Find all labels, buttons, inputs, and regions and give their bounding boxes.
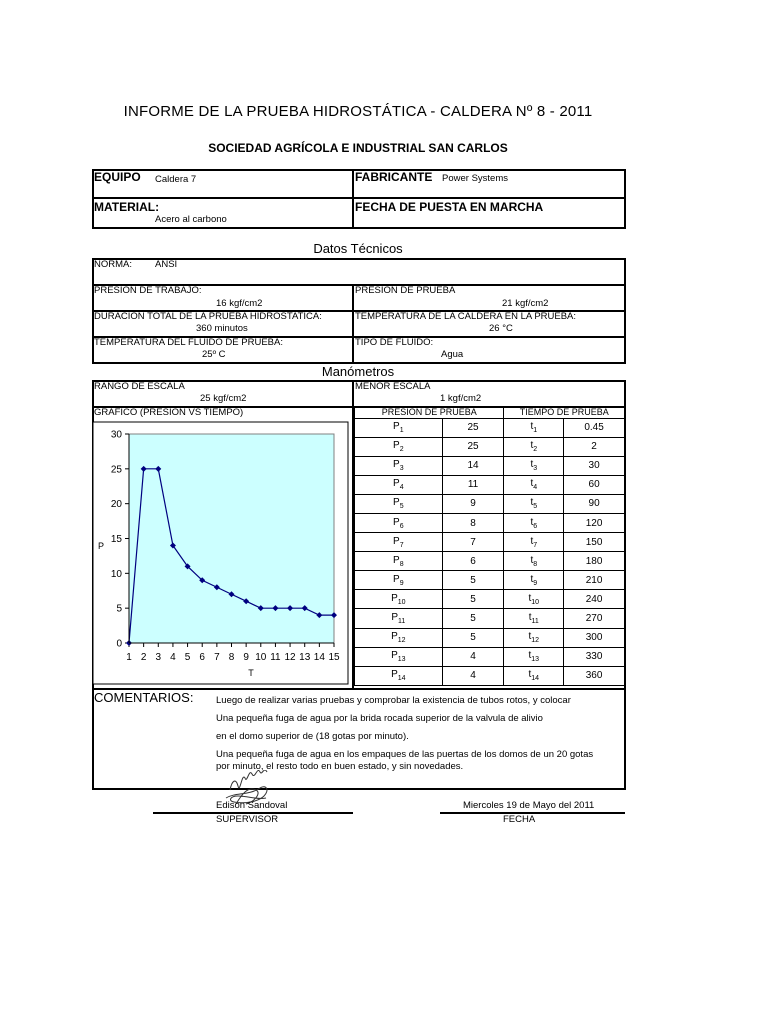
table-row [355,590,625,609]
t-index: 3 [533,465,538,473]
tipo-fluido-label: TIPO DE FLUIDO: [355,337,434,348]
p-symbol: P [393,573,400,585]
x-tick-label: 3 [155,652,162,663]
temp-caldera-value: 26 °C [489,323,513,334]
p-index: 13 [397,656,406,664]
pressure-value-cell [442,533,504,552]
time-symbol-cell [504,513,564,532]
y-tick-label: 15 [110,534,122,545]
pv-value: 4 [470,651,476,663]
t-index: 12 [531,637,540,645]
comentarios-label: COMENTARIOS: [94,690,194,705]
pressure-value-cell [442,513,504,532]
time-value-cell [564,609,625,628]
company-name: SOCIEDAD AGRÍCOLA E INDUSTRIAL SAN CARLOS [208,141,508,155]
t-symbol: t [530,573,534,585]
p-index: 10 [397,598,406,606]
comment-line: Luego de realizar varias pruebas y comprobar la existencia de tubos rotos, y colocar [216,695,571,706]
time-symbol-cell [504,571,564,590]
x-axis-label: T [248,668,254,678]
equipment-col-divider [352,169,354,229]
comment-line: por minuto, el resto todo en buen estado, y sin novedades. [216,761,464,772]
p-symbol: P [391,650,398,662]
rango-value: 25 kgf/cm2 [200,393,247,404]
pv-value: 9 [470,498,476,510]
table-row [355,666,625,685]
time-value-cell [564,571,625,590]
p-symbol: P [393,535,400,547]
t-symbol: t [530,440,534,452]
time-symbol-cell [504,590,564,609]
t-index: 13 [531,656,540,664]
x-tick-label: 8 [228,652,235,663]
t-index: 5 [533,503,538,511]
pressure-value-cell [442,437,504,456]
t-symbol: t [528,669,532,681]
pressure-symbol-cell [355,513,443,532]
pressure-symbol-cell [355,552,443,571]
tv-value: 60 [588,479,600,491]
pv-value: 4 [470,670,476,682]
pressure-symbol-cell [355,456,443,475]
tv-value: 330 [585,651,603,663]
time-symbol-cell [504,647,564,666]
p-index: 2 [399,446,404,454]
t-symbol: t [530,516,534,528]
time-symbol-cell [504,475,564,494]
supervisor-role: SUPERVISOR [216,814,279,825]
presion-trabajo-label: PRESION DE TRABAJO: [94,285,202,296]
p-index: 14 [397,675,406,683]
presion-trabajo-value: 16 kgf/cm2 [216,298,263,309]
tv-value: 300 [585,632,603,644]
t-symbol: t [528,631,532,643]
pressure-value-cell [442,552,504,571]
p-index: 1 [399,427,404,435]
pv-value: 5 [470,612,476,624]
time-value-cell [564,513,625,532]
x-tick-label: 12 [284,652,296,663]
pv-value: 11 [467,479,479,491]
time-value-cell [564,666,625,685]
material-value: Acero al carbono [155,214,227,225]
t-symbol: t [530,459,534,471]
pv-value: 7 [470,536,476,548]
p-index: 6 [399,522,404,530]
time-value-cell [564,590,625,609]
table-row [355,513,625,532]
pv-value: 25 [467,422,479,434]
y-tick-label: 5 [116,603,122,615]
p-symbol: P [393,440,400,452]
table-row [355,628,625,647]
t-symbol: t [528,650,532,662]
x-tick-label: 10 [255,652,267,663]
duracion-value: 360 minutos [196,323,248,334]
p-index: 9 [399,579,404,587]
col-header-tiempo: TIEMPO DE PRUEBA [504,407,625,418]
x-tick-label: 4 [170,652,176,663]
datos-tecnicos-title: Datos Técnicos [313,241,403,256]
presion-prueba-label: PRESION DE PRUEBA [355,285,456,296]
pressure-symbol-cell [355,494,443,513]
p-symbol: P [393,554,400,566]
fecha-value: Miercoles 19 de Mayo del 2011 [463,800,595,811]
pressure-symbol-cell [355,437,443,456]
y-tick-label: 25 [110,464,122,476]
tv-value: 0.45 [584,422,604,434]
table-row [355,494,625,513]
p-symbol: P [391,592,398,604]
equipo-value: Caldera 7 [155,174,197,185]
table-row [355,647,625,666]
t-symbol: t [530,478,534,490]
p-index: 5 [399,503,404,511]
pressure-value-cell [442,456,504,475]
comment-line: Una pequeña fuga de agua por la brida rocada superior de la valvula de alivio [216,713,543,724]
t-index: 4 [533,484,538,492]
time-value-cell [564,456,625,475]
t-symbol: t [530,554,534,566]
table-row [355,609,625,628]
time-value-cell [564,647,625,666]
pressure-time-chart [92,418,350,686]
x-tick-label: 13 [299,652,311,663]
p-symbol: P [393,459,400,471]
time-symbol-cell [504,533,564,552]
t-index: 11 [531,617,539,625]
menor-value: 1 kgf/cm2 [440,393,482,404]
comment-line: Una pequeña fuga de agua en los empaques de las puertas de los domos de un 20 gotas [216,749,594,760]
p-symbol: P [391,669,398,681]
table-row [355,456,625,475]
rango-label: RANGO DE ESCALA [94,381,185,392]
time-symbol-cell [504,494,564,513]
temp-fluido-value: 25º C [202,349,226,360]
pressure-value-cell [442,647,504,666]
tv-value: 210 [585,574,603,586]
tv-value: 180 [585,555,603,567]
time-value-cell [564,552,625,571]
table-row [355,533,625,552]
tv-value: 360 [585,670,603,682]
pressure-time-table [354,407,625,686]
pressure-value-cell [442,418,504,437]
t-index: 8 [533,560,538,568]
x-tick-label: 1 [126,652,132,663]
time-symbol-cell [504,456,564,475]
pressure-value-cell [442,475,504,494]
time-symbol-cell [504,666,564,685]
equipment-row-divider [92,197,626,199]
t-index: 14 [531,675,540,683]
p-index: 11 [398,617,406,625]
pressure-symbol-cell [355,609,443,628]
pressure-value-cell [442,666,504,685]
t-index: 7 [533,541,538,549]
p-symbol: P [391,611,399,623]
pv-value: 5 [470,632,476,644]
y-tick-label: 0 [116,638,122,650]
pv-value: 5 [470,574,476,586]
tv-value: 30 [588,460,600,472]
x-tick-label: 11 [270,652,281,663]
pressure-symbol-cell [355,666,443,685]
p-index: 8 [399,560,404,568]
table-row [355,437,625,456]
time-value-cell [564,494,625,513]
t-symbol: t [530,421,534,433]
pressure-value-cell [442,609,504,628]
grafico-label: GRAFICO (PRESION VS TIEMPO) [94,407,244,418]
pressure-value-cell [442,494,504,513]
p-symbol: P [393,478,400,490]
pressure-symbol-cell [355,590,443,609]
pressure-symbol-cell [355,571,443,590]
x-tick-label: 2 [140,652,147,663]
table-row [355,475,625,494]
dt-col-divider [352,284,354,364]
time-value-cell [564,418,625,437]
t-symbol: t [530,497,534,509]
manometros-title: Manómetros [321,364,395,379]
time-value-cell [564,628,625,647]
temp-fluido-label: TEMPERATURA DEL FLUIDO DE PRUEBA: [94,337,283,348]
y-axis-label: P [98,541,105,551]
supervisor-name: Edison Sandoval [216,800,288,811]
p-symbol: P [393,421,400,433]
pv-value: 8 [470,517,476,529]
material-label: MATERIAL: [94,200,160,214]
p-index: 7 [399,541,404,549]
t-index: 6 [533,522,538,530]
x-tick-label: 6 [199,652,205,663]
report-title: INFORME DE LA PRUEBA HIDROSTÁTICA - CALDERA Nº 8 - 2011 [123,103,593,120]
comment-line: en el domo superior de (18 gotas por minuto). [216,731,409,742]
fecha-label: FECHA [503,814,536,825]
table-row [355,571,625,590]
pressure-symbol-cell [355,647,443,666]
p-symbol: P [393,516,400,528]
menor-label: MENOR ESCALA [355,381,431,392]
time-value-cell [564,475,625,494]
p-index: 3 [399,465,404,473]
time-symbol-cell [504,552,564,571]
fabricante-label: FABRICANTE [355,170,433,184]
pressure-symbol-cell [355,418,443,437]
table-row [355,418,625,437]
tv-value: 150 [585,536,603,548]
norma-label: NORMA: [94,259,132,270]
y-tick-label: 10 [110,568,122,580]
pv-value: 14 [467,460,479,472]
x-tick-label: 15 [328,652,340,663]
norma-value: ANSI [155,259,178,270]
t-index: 1 [533,427,538,435]
tv-value: 270 [585,612,603,624]
time-symbol-cell [504,609,564,628]
presion-prueba-value: 21 kgf/cm2 [502,298,549,309]
t-symbol: t [528,611,532,623]
y-tick-label: 20 [110,499,122,511]
x-tick-label: 14 [313,652,325,663]
t-index: 2 [533,446,538,454]
temp-caldera-label: TEMPERATURA DE LA CALDERA EN LA PRUEBA: [355,311,577,322]
col-header-presion: PRESION DE PRUEBA [355,407,504,418]
time-symbol-cell [504,437,564,456]
pressure-value-cell [442,590,504,609]
x-tick-label: 7 [214,652,220,663]
p-index: 12 [397,637,406,645]
fabricante-value: Power Systems [442,173,508,184]
time-symbol-cell [504,628,564,647]
pv-value: 25 [467,441,479,453]
pressure-value-cell [442,571,504,590]
tv-value: 90 [588,498,600,510]
x-tick-label: 9 [243,652,249,663]
t-symbol: t [530,535,534,547]
t-symbol: t [528,592,532,604]
tv-value: 240 [585,593,603,605]
table-row [355,552,625,571]
t-index: 9 [533,579,538,587]
p-symbol: P [393,497,400,509]
t-index: 10 [531,598,540,606]
p-symbol: P [391,631,398,643]
plot-area [129,434,334,643]
tv-value: 120 [585,517,603,529]
tipo-fluido-value: Agua [441,349,464,360]
pressure-symbol-cell [355,533,443,552]
pressure-symbol-cell [355,628,443,647]
tv-value: 2 [591,441,597,453]
time-symbol-cell [504,418,564,437]
equipo-label: EQUIPO [94,170,141,184]
x-tick-label: 5 [184,652,191,663]
time-value-cell [564,533,625,552]
duracion-label: DURACION TOTAL DE LA PRUEBA HIDROSTATICA: [94,311,322,322]
time-value-cell [564,437,625,456]
y-tick-label: 30 [110,429,122,441]
fecha-puesta-label: FECHA DE PUESTA EN MARCHA [355,200,544,214]
p-index: 4 [399,484,404,492]
pressure-value-cell [442,628,504,647]
pressure-symbol-cell [355,475,443,494]
pv-value: 6 [470,555,476,567]
pv-value: 5 [470,593,476,605]
